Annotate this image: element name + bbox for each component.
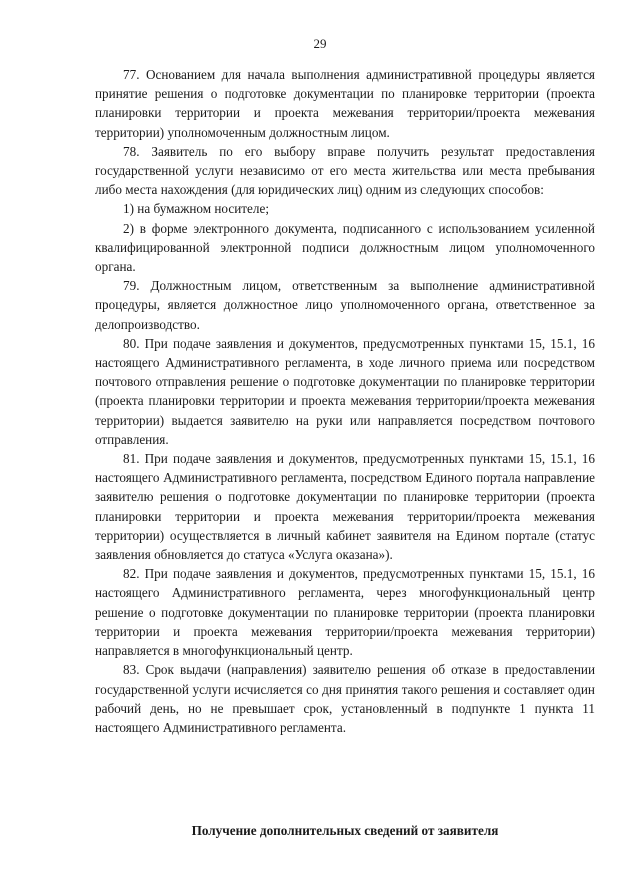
paragraph-77: 77. Основанием для начала выполнения административной процедуры является принятие решения о подготовке документации по планировке территории (проекта планировки территории и проекта межевания территории/проекта межевания территории) уполномоченным должностным лицом. <box>95 67 595 140</box>
paragraph-78-item-1: 1) на бумажном носителе; <box>123 201 269 217</box>
paragraph-81: 81. При подаче заявления и документов, предусмотренных пунктами 15, 15.1, 16 настоящего Административного регламента, посредством Единого портала направление заявителю решения о подготовке документации по планировке территории (проекта планировки территории и проекта межевания территории/проекта межевания территории) осуществляется в личный кабинет заявителя на Едином портале (статус заявления обновляется до статуса «Услуга оказана»). <box>95 451 595 563</box>
page-number: 29 <box>313 36 327 51</box>
section-heading: Получение дополнительных сведений от заявителя <box>191 823 499 838</box>
document-body <box>95 65 595 737</box>
paragraph-78: 78. Заявитель по его выбору вправе получить результат предоставления государственной услуги независимо от его места жительства или места пребывания либо места нахождения (для юридических лиц) одним из следующих способов: <box>95 143 595 198</box>
paragraph-82: 82. При подаче заявления и документов, предусмотренных пунктами 15, 15.1, 16 настоящего Административного регламента, через многофункциональный центр решение о подготовке документации по планировке территории (проекта планировки территории и проекта межевания территории/проекта межевания территории) направляется в многофункциональный центр. <box>95 566 595 659</box>
paragraph-80: 80. При подаче заявления и документов, предусмотренных пунктами 15, 15.1, 16 настоящего Административного регламента, в ходе личного приема или посредством почтового отправления решение о подготовке документации по планировке территории (проекта планировки территории и проекта межевания территории/проекта межевания территории) выдается заявителю на руки или направляется посредством почтового отправления. <box>95 335 595 447</box>
paragraph-83: 83. Срок выдачи (направления) заявителю решения об отказе в предоставлении государственной услуги исчисляется со дня принятия такого решения и составляет один рабочий день, но не превышает срок, установленный в подпункте 1 пункта 11 настоящего Административного регламента. <box>95 662 595 735</box>
paragraph-79: 79. Должностным лицом, ответственным за выполнение административной процедуры, является должностное лицо уполномоченного органа, ответственное за делопроизводство. <box>95 278 595 332</box>
paragraph-78-item-2: 2) в форме электронного документа, подписанного с использованием усиленной квалифицированной электронной подписи должностным лицом уполномоченного органа. <box>95 220 595 275</box>
